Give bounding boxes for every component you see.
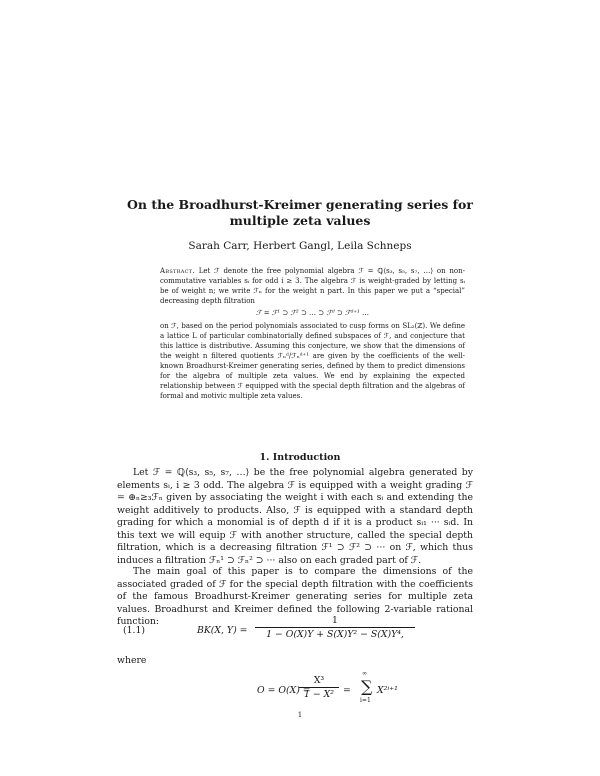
equation-fraction bbox=[299, 675, 339, 700]
summation-sign: ∑ bbox=[361, 677, 373, 696]
fraction-numerator: X³ bbox=[299, 675, 339, 688]
fraction-denominator: 1 − X² bbox=[304, 689, 334, 700]
equation-lhs: BK(X, Y) = bbox=[197, 625, 248, 636]
equation-1-1 bbox=[117, 615, 473, 647]
equals-sign: = bbox=[343, 685, 351, 696]
sum-term: X²ⁱ⁺¹ bbox=[377, 685, 398, 696]
abstract bbox=[160, 266, 465, 401]
abstract-text-1: Let ℱ denote the free polynomial algebra ℱ = ℚ⟨s₃, s₅, s₇, …⟩ on non-commutative variables sᵢ for odd i ≥ 3. The algebra ℱ is weight-graded by letting sᵢ be of weight n; we write ℱₙ for the weight n part. In this paper we put a “special” decreasing depth filtration bbox=[160, 267, 465, 305]
abstract-label: Abstract. bbox=[160, 267, 195, 275]
body-paragraph-2: The main goal of this paper is to compare the dimensions of the associated graded of ℱ for the special depth filtration with the coefficients of the famous Broadhurst-Kreimer generating series for multiple zeta values. Broadhurst and Kreimer defined the following 2-variable rational function: bbox=[117, 566, 473, 627]
fraction-numerator: 1 bbox=[255, 615, 415, 628]
equation-lhs: O = O(X) = bbox=[257, 685, 311, 696]
section-heading: 1. Introduction bbox=[259, 452, 341, 463]
author-list: Sarah Carr, Herbert Gangl, Leila Schneps bbox=[188, 240, 412, 252]
equation-number: (1.1) bbox=[123, 625, 146, 636]
equation-fraction bbox=[255, 615, 415, 640]
abstract-intro bbox=[160, 266, 465, 306]
fraction-denominator: 1 − O(X)Y + S(X)Y² − S(X)Y⁴, bbox=[266, 629, 404, 640]
abstract-text-2: on ℱ, based on the period polynomials associated to cusp forms on SL₂(ℤ). We define a lattice L of particular combinatorially defined subspaces of ℱ, and conjecture that this lattice is distributive. Assuming this conjecture, we show that the dimensions of the weight n filtered quotients ℱₙᵈ/ℱₙᵈ⁺¹ are given by the coefficients of the well-known Broadhurst-Kreimer generating series, defined by them to predict dimensions for the algebra of multiple zeta values. We end by explaining the expected relationship between ℱ equipped with the special depth filtration and the algebras of formal and motivic multiple zeta values. bbox=[160, 322, 465, 400]
where-text: where bbox=[117, 655, 147, 666]
abstract-display-equation: ℱ = ℱ¹ ⊃ ℱ² ⊃ … ⊃ ℱᵈ ⊃ ℱᵈ⁺¹ … bbox=[255, 309, 370, 317]
page-number: 1 bbox=[297, 711, 303, 719]
paper-title: On the Broadhurst-Kreimer generating series for multiple zeta values bbox=[127, 197, 473, 228]
body-paragraph-1: Let ℱ = ℚ⟨s₃, s₅, s₇, …⟩ be the free polynomial algebra generated by elements sᵢ, i ≥ 3 odd. The algebra ℱ is equipped with a weight grading ℱ = ⊕ₙ≥₃ℱₙ given by associating the weight i with each sᵢ and extending the weight additively to products. Also, ℱ is equipped with a standard depth grading for which a monomial is of depth d if it is a product sᵢ₁ ··· sᵢd. In this text we will equip ℱ with another structure, called the special depth filtration, which is a decreasing filtration ℱ¹ ⊃ ℱ² ⊃ ··· on ℱ, which thus induces a filtration ℱₙ¹ ⊃ ℱₙ² ⊃ ··· also on each graded part of ℱ. bbox=[117, 467, 473, 566]
sum-lower-limit: i=1 bbox=[360, 697, 371, 704]
sum-upper-limit: ∞ bbox=[362, 670, 367, 677]
equation-odd-series bbox=[117, 670, 473, 707]
